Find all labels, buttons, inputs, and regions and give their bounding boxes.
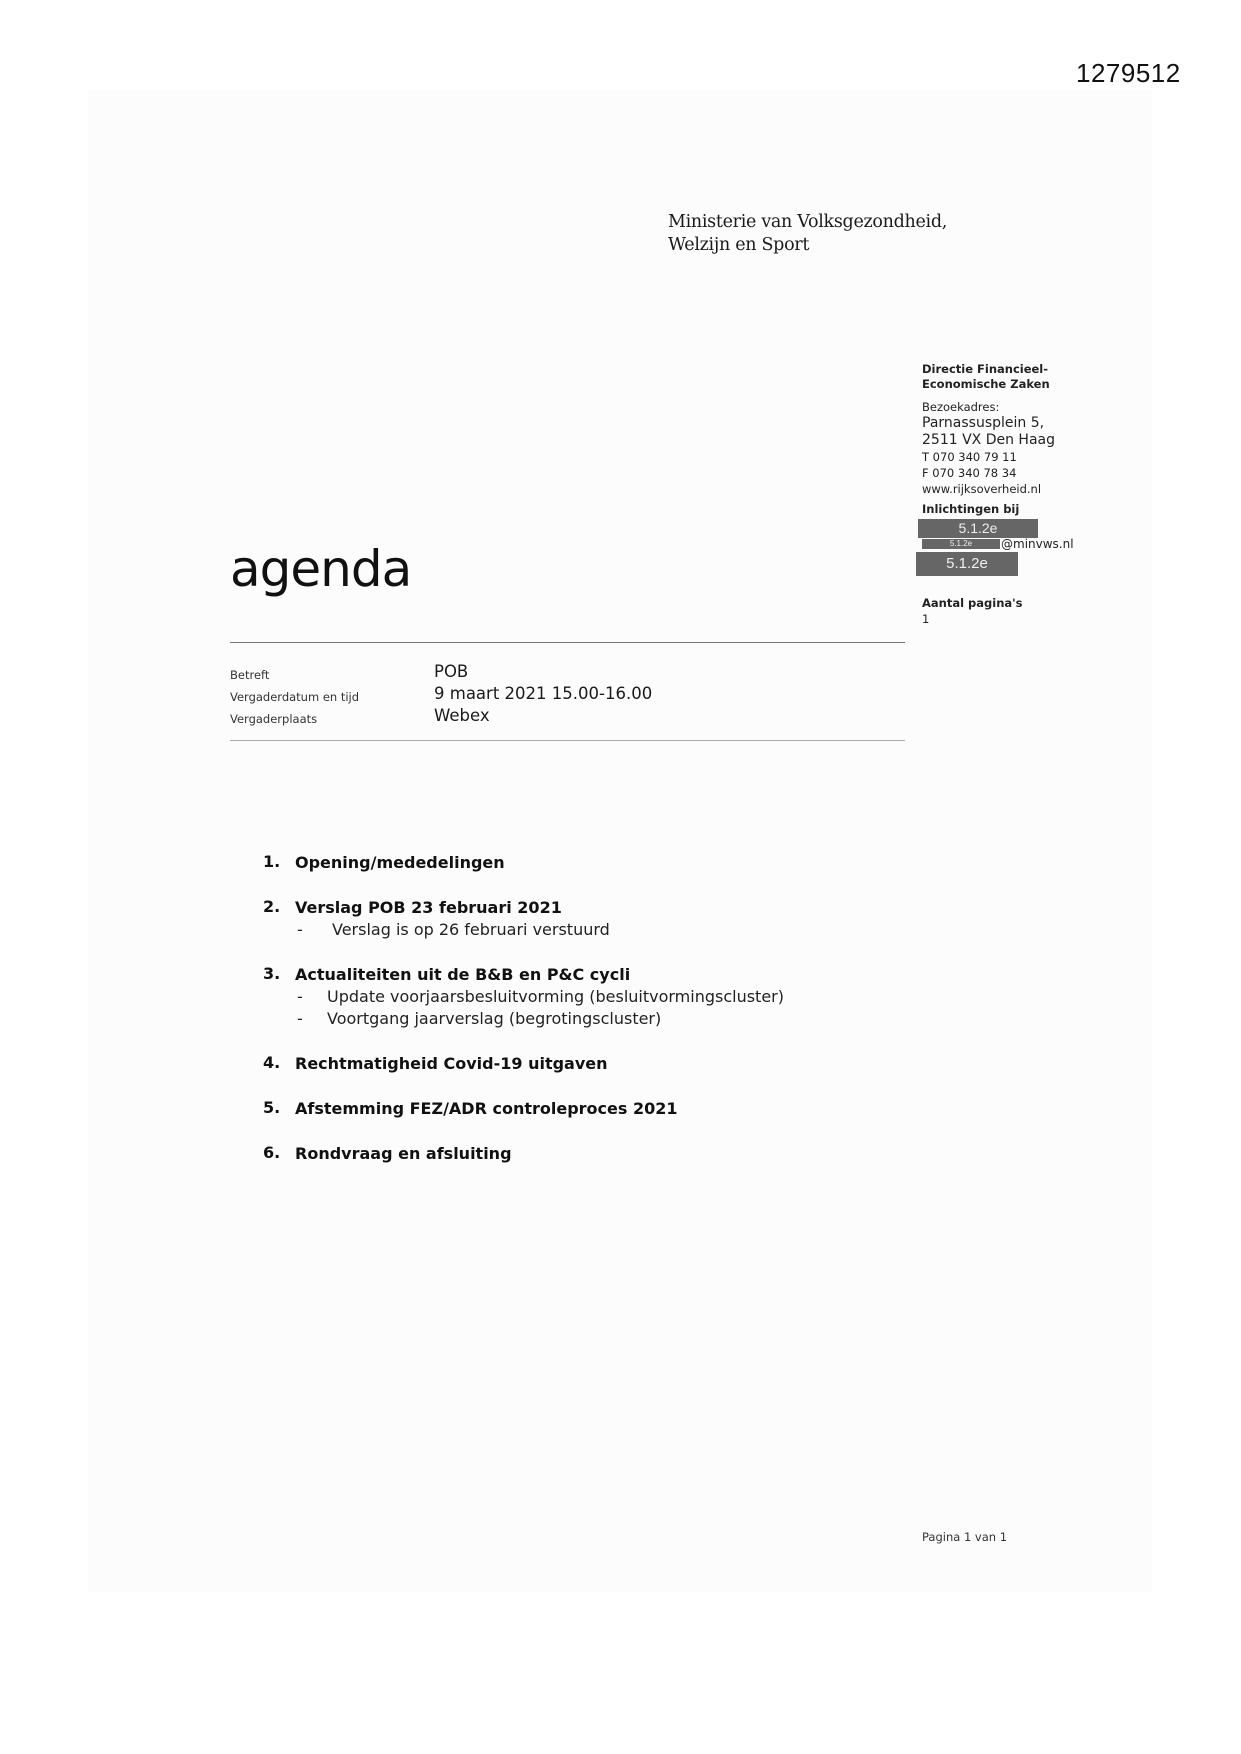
fax-number: F 070 340 78 34 bbox=[922, 466, 1017, 480]
agenda-item-number: 1. bbox=[263, 852, 281, 871]
address-line-2: 2511 VX Den Haag bbox=[922, 432, 1055, 448]
sender-sidebar bbox=[922, 362, 1122, 626]
agenda-subitem-text: Voortgang jaarverslag (begrotingscluster) bbox=[327, 1009, 662, 1028]
meta-label: Betreft bbox=[230, 668, 270, 682]
agenda-item-label: Rechtmatigheid Covid-19 uitgaven bbox=[295, 1054, 608, 1073]
meta-row-location bbox=[230, 706, 905, 728]
redacted-email-local: 5.1.2e bbox=[922, 539, 1000, 549]
agenda-item bbox=[263, 897, 903, 941]
department-line-2: Economische Zaken bbox=[922, 377, 1050, 391]
agenda-item bbox=[263, 1143, 903, 1165]
agenda-item-number: 3. bbox=[263, 964, 281, 983]
meta-row-datetime bbox=[230, 684, 905, 706]
document-title: agenda bbox=[230, 540, 412, 598]
address-line-1: Parnassusplein 5, bbox=[922, 415, 1045, 431]
document-page bbox=[88, 90, 1152, 1592]
agenda-subitem bbox=[263, 986, 903, 1008]
agenda-subitem bbox=[263, 1008, 903, 1030]
phone-number: T 070 340 79 11 bbox=[922, 450, 1017, 464]
meeting-details bbox=[230, 662, 905, 728]
divider-top bbox=[230, 642, 905, 643]
agenda-item bbox=[263, 1053, 903, 1075]
meta-label: Vergaderplaats bbox=[230, 712, 318, 726]
email-suffix: @minvws.nl bbox=[1001, 537, 1074, 551]
meta-row-subject bbox=[230, 662, 905, 684]
redacted-phone: 5.1.2e bbox=[916, 552, 1018, 576]
dash-bullet: - bbox=[297, 1009, 303, 1028]
agenda-item bbox=[263, 964, 903, 1030]
dash-bullet: - bbox=[297, 920, 303, 939]
ministry-line-2: Welzijn en Sport bbox=[668, 235, 810, 255]
agenda-item-label: Actualiteiten uit de B&B en P&C cycli bbox=[295, 965, 631, 984]
ministry-line-1: Ministerie van Volksgezondheid, bbox=[668, 212, 948, 232]
meta-value: Webex bbox=[434, 706, 490, 725]
agenda-item-number: 5. bbox=[263, 1098, 281, 1117]
divider-bottom bbox=[230, 740, 905, 741]
dash-bullet: - bbox=[297, 987, 303, 1006]
agenda-item bbox=[263, 1098, 903, 1120]
agenda-subitem-text: Verslag is op 26 februari verstuurd bbox=[332, 920, 610, 939]
meta-label: Vergaderdatum en tijd bbox=[230, 690, 360, 704]
agenda-item-number: 2. bbox=[263, 897, 281, 916]
page-count-label: Aantal pagina's bbox=[922, 596, 1023, 610]
agenda-list bbox=[263, 852, 903, 1165]
website-link[interactable]: www.rijksoverheid.nl bbox=[922, 482, 1042, 496]
page-footer: Pagina 1 van 1 bbox=[922, 1530, 1008, 1544]
page-count-value: 1 bbox=[922, 612, 930, 626]
department-line-1: Directie Financieel- bbox=[922, 362, 1049, 376]
redacted-name: 5.1.2e bbox=[918, 519, 1038, 538]
info-label: Inlichtingen bij bbox=[922, 502, 1020, 516]
meta-value: POB bbox=[434, 662, 469, 681]
meta-value: 9 maart 2021 15.00-16.00 bbox=[434, 684, 653, 703]
agenda-item bbox=[263, 852, 903, 874]
agenda-item-label: Rondvraag en afsluiting bbox=[295, 1144, 512, 1163]
agenda-item-number: 6. bbox=[263, 1143, 281, 1162]
visit-address-label: Bezoekadres: bbox=[922, 400, 1000, 414]
agenda-item-label: Afstemming FEZ/ADR controleproces 2021 bbox=[295, 1099, 678, 1118]
document-id: 1279512 bbox=[1076, 58, 1181, 88]
agenda-item-number: 4. bbox=[263, 1053, 281, 1072]
agenda-subitem bbox=[263, 919, 903, 941]
agenda-item-label: Verslag POB 23 februari 2021 bbox=[295, 898, 562, 917]
ministry-logo-text bbox=[668, 211, 947, 257]
agenda-item-label: Opening/mededelingen bbox=[295, 853, 505, 872]
agenda-subitem-text: Update voorjaarsbesluitvorming (besluitvormingscluster) bbox=[327, 987, 784, 1006]
